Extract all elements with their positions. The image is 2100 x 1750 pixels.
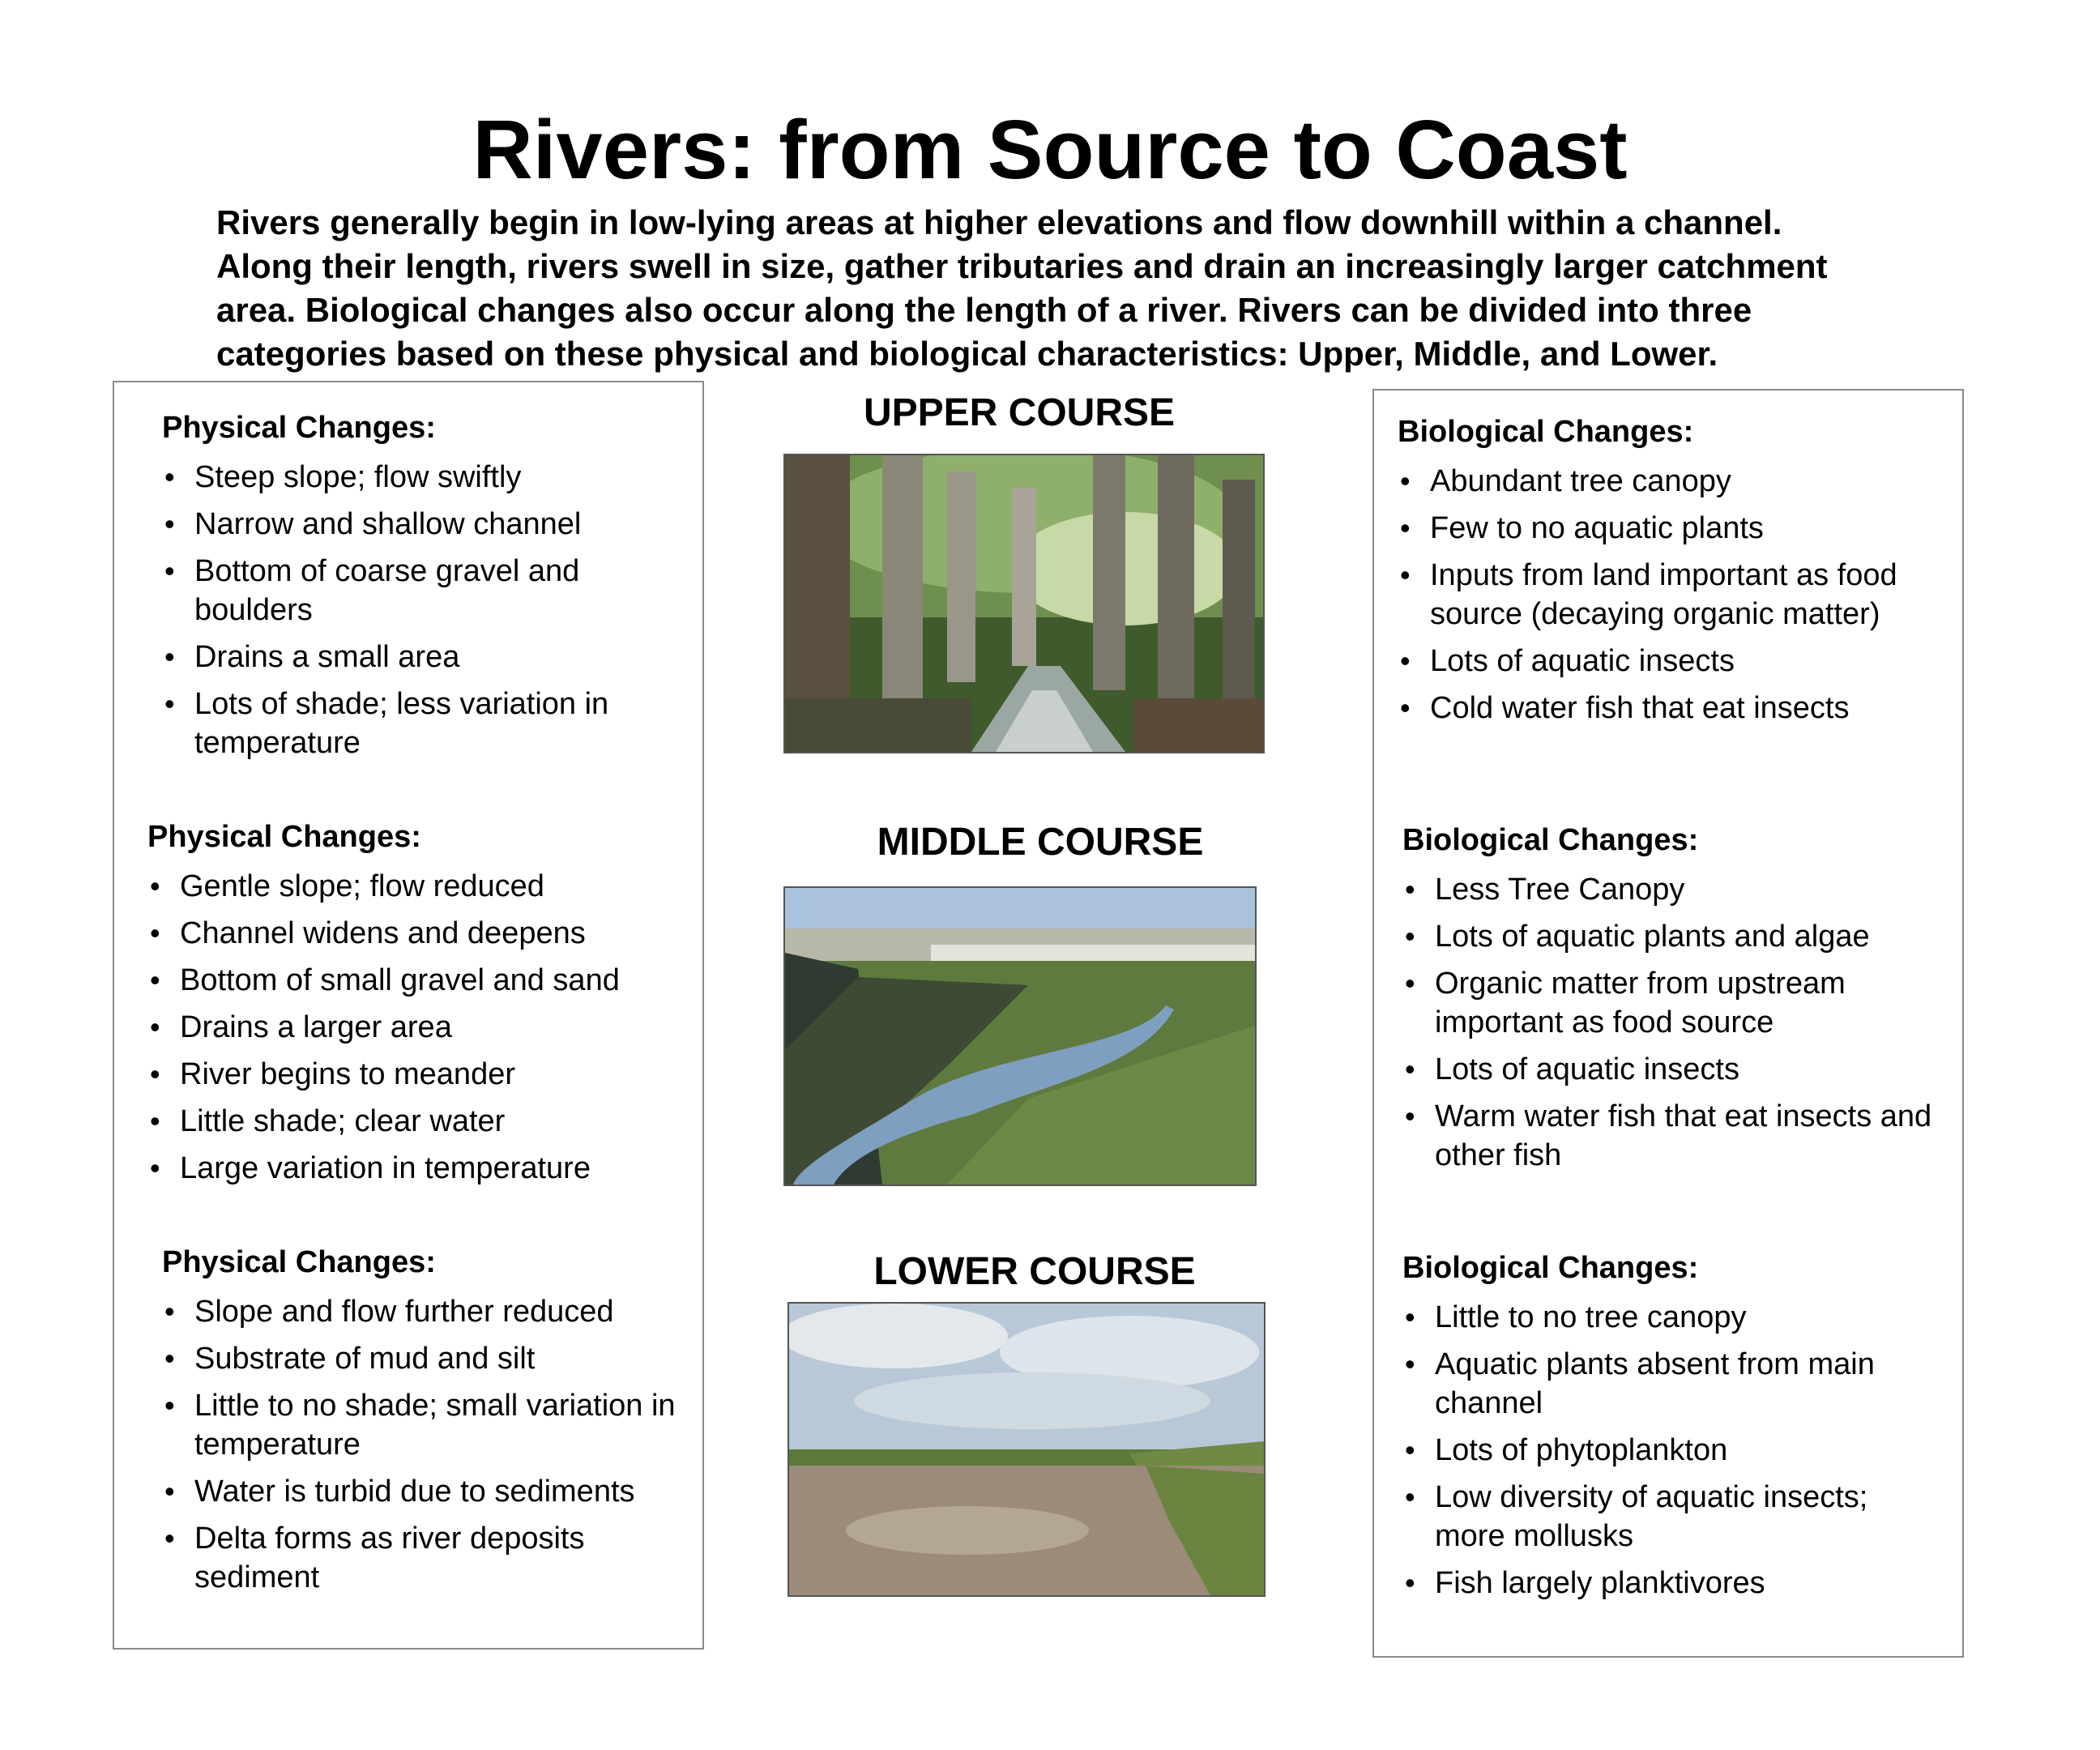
list-item: • Lots of aquatic insects	[1402, 1050, 1945, 1089]
section-heading: Physical Changes:	[162, 1245, 436, 1279]
list-item: • Aquatic plants absent from main channel	[1402, 1345, 1945, 1423]
bullet-list	[1402, 1298, 1945, 1603]
bullet-list	[162, 1292, 681, 1597]
bullet-list	[147, 867, 682, 1188]
intro-line: categories based on these physical and biological characteristics: Upper, Middle, and Lower.	[216, 335, 1718, 373]
middle-course-title: MIDDLE COURSE	[877, 821, 1204, 864]
list-item: • Little to no tree canopy	[1402, 1298, 1945, 1337]
list-item: • Drains a larger area	[147, 1008, 682, 1047]
list-item: • Water is turbid due to sediments	[162, 1472, 681, 1511]
list-item: • River begins to meander	[147, 1055, 682, 1094]
section-heading: Physical Changes:	[147, 820, 421, 854]
list-item: • Drains a small area	[162, 638, 681, 677]
list-item: • Lots of shade; less variation in temperature	[162, 685, 681, 762]
list-item: • Delta forms as river deposits sediment	[162, 1519, 681, 1597]
list-item: • Bottom of small gravel and sand	[147, 961, 682, 1000]
intro-paragraph	[216, 201, 2039, 376]
list-item: • Low diversity of aquatic insects; more mollusks	[1402, 1478, 1945, 1556]
bullet-list	[1398, 462, 1948, 728]
lower-course-title: LOWER COURSE	[873, 1250, 1196, 1293]
wide-river-photo-icon	[788, 1302, 1266, 1597]
list-item: • Little to no shade; small variation in temperature	[162, 1386, 681, 1464]
upper-course-title: UPPER COURSE	[863, 391, 1176, 434]
section-heading: Physical Changes:	[162, 411, 436, 445]
list-item: • Cold water fish that eat insects	[1398, 689, 1948, 728]
list-item: • Inputs from land important as food source (decaying organic matter)	[1398, 556, 1948, 634]
list-item: • Lots of aquatic plants and algae	[1402, 917, 1945, 956]
list-item: • Substrate of mud and silt	[162, 1339, 681, 1378]
bullet-list	[162, 458, 681, 762]
upper-biological-section	[1398, 413, 1948, 736]
lower-physical-section	[162, 1244, 681, 1605]
lower-biological-section	[1402, 1249, 1945, 1611]
list-item: • Large variation in temperature	[147, 1149, 682, 1188]
section-heading: Biological Changes:	[1398, 415, 1694, 449]
bullet-list	[1402, 870, 1945, 1175]
list-item: • Little shade; clear water	[147, 1102, 682, 1141]
list-item: • Lots of aquatic insects	[1398, 642, 1948, 681]
list-item: • Slope and flow further reduced	[162, 1292, 681, 1331]
list-item: • Gentle slope; flow reduced	[147, 867, 682, 906]
list-item: • Bottom of coarse gravel and boulders	[162, 552, 681, 630]
intro-line: Along their length, rivers swell in size, gather tributaries and drain an increasingly larger catchment	[216, 247, 1828, 285]
section-heading: Biological Changes:	[1402, 1251, 1699, 1285]
middle-physical-section	[147, 818, 682, 1196]
forest-stream-photo-icon	[783, 454, 1265, 753]
list-item: • Organic matter from upstream important as food source	[1402, 964, 1945, 1042]
middle-biological-section	[1402, 822, 1945, 1183]
list-item: • Steep slope; flow swiftly	[162, 458, 681, 497]
intro-line: Rivers generally begin in low-lying areas at higher elevations and flow downhill within a channel.	[216, 203, 1782, 241]
section-heading: Biological Changes:	[1402, 823, 1699, 857]
upper-physical-section	[162, 409, 681, 770]
intro-line: area. Biological changes also occur along the length of a river. Rivers can be divided into three	[216, 291, 1752, 329]
list-item: • Lots of phytoplankton	[1402, 1431, 1945, 1470]
list-item: • Channel widens and deepens	[147, 914, 682, 953]
list-item: • Warm water fish that eat insects and other fish	[1402, 1097, 1945, 1175]
list-item: • Few to no aquatic plants	[1398, 509, 1948, 548]
canyon-river-photo-icon	[783, 886, 1257, 1186]
page-title: Rivers: from Source to Coast	[472, 103, 1628, 196]
list-item: • Fish largely planktivores	[1402, 1564, 1945, 1603]
list-item: • Less Tree Canopy	[1402, 870, 1945, 909]
list-item: • Narrow and shallow channel	[162, 505, 681, 544]
list-item: • Abundant tree canopy	[1398, 462, 1948, 501]
